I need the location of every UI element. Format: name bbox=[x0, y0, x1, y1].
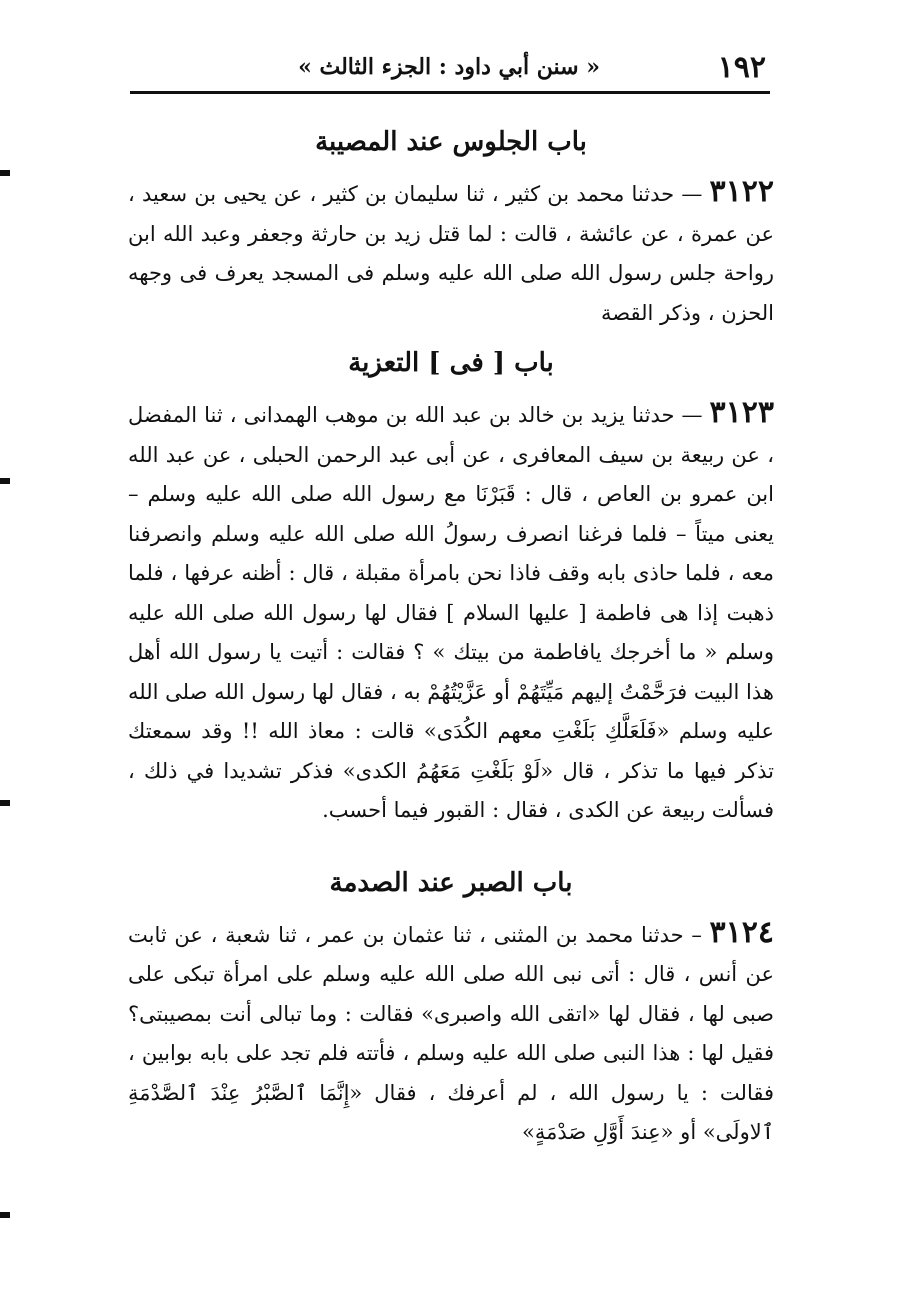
hadith-number: ٣١٢٤ bbox=[709, 914, 774, 950]
section-spacer bbox=[128, 831, 774, 853]
hadith-number: ٣١٢٢ bbox=[709, 174, 774, 209]
running-title: « سنن أبي داود : الجزء الثالث » bbox=[298, 54, 600, 80]
hadith-text: – حدثنا محمد بن المثنى ، ثنا عثمان بن عمر ، ثنا شعبة ، عن ثابت عن أنس ، قال : أتى نبى الله صلى الله عليه وسلم على امرأة تبكى على صبى لها ، فقال لها «اتقى الله واصبرى» فقالت : وما تبالى أنت بمصيبتى؟ فقيل لها : هذا النبى صلى الله عليه وسلم ، فأتته فلم تجد على بابه بوابين ، فقالت : يا رسول الله ، لم أعرفك ، فقال «إِنَّمَا ٱلصَّبْرُ عِنْدَ ٱلصَّدْمَةِ ٱلاولَى» أو «عِندَ أَوَّلِ صَدْمَةٍ» bbox=[128, 922, 774, 1144]
hadith-paragraph bbox=[128, 913, 774, 1153]
chapter-title: باب [ فى ] التعزية bbox=[348, 348, 554, 378]
page-body bbox=[128, 112, 774, 1153]
hadith-number: ٣١٢٣ bbox=[709, 395, 774, 430]
hadith-text: — حدثنا محمد بن كثير ، ثنا سليمان بن كثير ، عن يحيى بن سعيد ، عن عمرة ، عن عائشة ، قالت : لما قتل زيد بن حارثة وجعفر وعبد الله ابن رواحة جلس رسول الله صلى الله عليه وسلم فى المسجد يعرف فى وجهه الحزن ، وذكر القصة bbox=[128, 182, 774, 325]
page-header bbox=[130, 40, 770, 90]
chapter-title: باب الصبر عند الصدمة bbox=[329, 867, 573, 898]
hadith-text: — حدثنا يزيد بن خالد بن عبد الله بن موهب الهمدانى ، ثنا المفضل ، عن ربيعة بن سيف المعافرى ، عن أبى عبد الرحمن الحبلى ، عن عبد الله ابن عمرو بن العاص ، قال : قَبَرْنَا مع رسول الله صلى الله عليه وسلم – يعنى ميتاً – فلما فرغنا انصرف رسولُ الله صلى الله عليه وسلم وانصرفنا معه ، فلما حاذى بابه وقف فاذا نحن بامرأة مقبلة ، قال : أظنه عرفها ، فلما ذهبت إذا هى فاطمة [ عليها السلام ] فقال لها رسول الله صلى الله عليه وسلم « ما أخرجك يافاطمة من بيتك » ؟ فقالت : أتيت يا رسول الله أهل هذا البيت فرَحَّمْتُ إليهم مَيِّتَهُمْ أو عَزَّيْتُهُمْ به ، فقال لها رسول الله صلى الله عليه وسلم «فَلَعَلَّكِ بَلَغْتِ معهم الكُدَى» قالت : معاذ الله !! وقد سمعتك تذكر فيها ما تذكر ، قال «لَوْ بَلَغْتِ مَعَهُمُ الكدى» فذكر تشديدا في ذلك ، فسألت ربيعة عن الكدى ، فقال : القبور فيما أحسب. bbox=[128, 403, 774, 822]
margin-mark bbox=[0, 800, 10, 806]
hadith-paragraph bbox=[128, 393, 774, 831]
header-rule bbox=[130, 91, 770, 94]
margin-mark bbox=[0, 478, 10, 484]
page-number: ١٩٢ bbox=[717, 50, 766, 85]
chapter-title: باب الجلوس عند المصيبة bbox=[315, 127, 587, 157]
margin-mark bbox=[0, 1212, 10, 1218]
margin-mark bbox=[0, 170, 10, 176]
hadith-paragraph bbox=[128, 172, 774, 333]
